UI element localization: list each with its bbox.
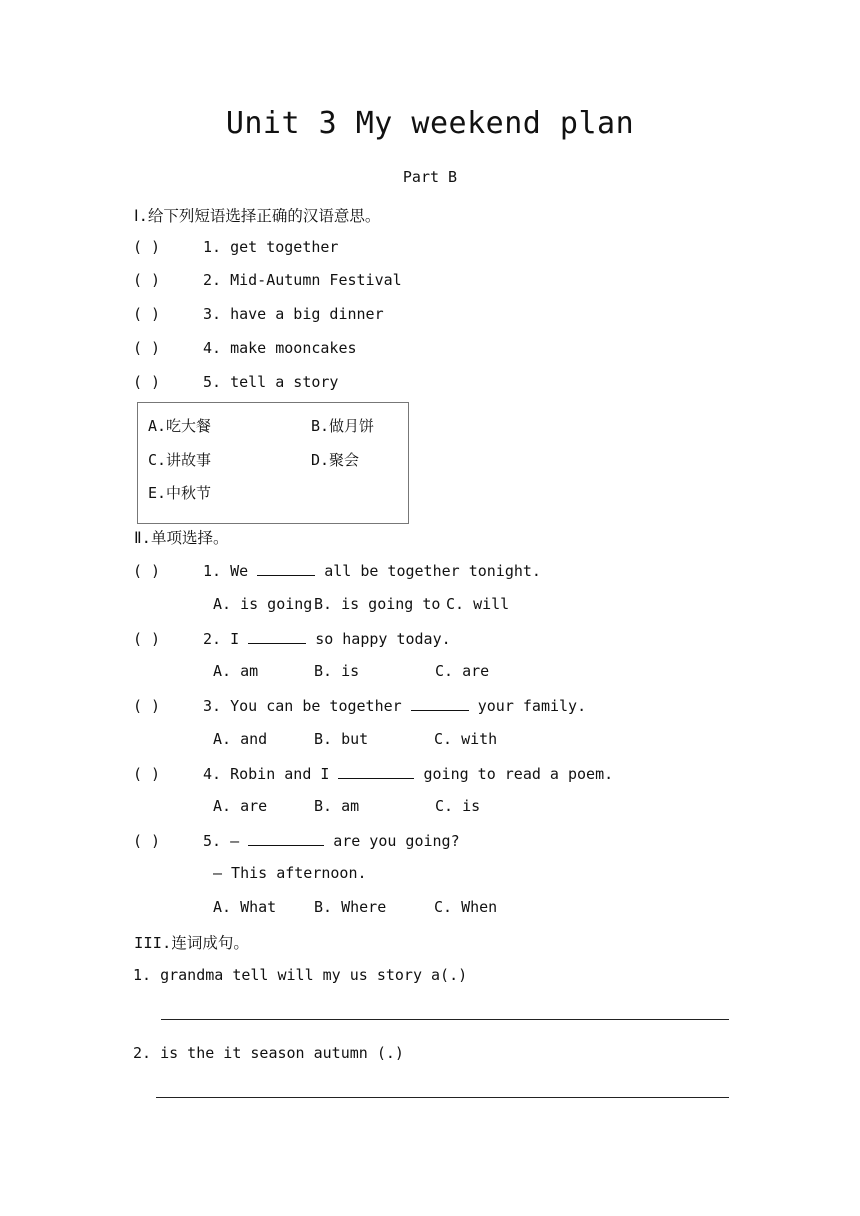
s2-question-3 xyxy=(133,696,586,715)
answer-paren[interactable]: ( ) xyxy=(133,765,161,783)
s1-item-1 xyxy=(133,238,338,256)
question-number: 2. xyxy=(203,630,222,648)
answer-line-1[interactable] xyxy=(161,1019,729,1020)
item-number: 3. xyxy=(203,305,222,323)
page-subtitle: Part B xyxy=(402,168,458,186)
item-text: get together xyxy=(230,238,339,256)
answer-line-2[interactable] xyxy=(156,1097,729,1098)
answer-paren[interactable]: ( ) xyxy=(133,832,161,850)
item-text: have a big dinner xyxy=(230,305,384,323)
s2-q5-reply: — This afternoon. xyxy=(213,864,367,882)
s2-question-1 xyxy=(133,561,541,580)
s2-q5-option-c: C. When xyxy=(434,898,498,916)
item-text: tell a story xyxy=(230,373,339,391)
question-text: You can be together xyxy=(230,697,402,715)
answer-paren[interactable]: ( ) xyxy=(133,630,161,648)
s1-item-2 xyxy=(133,271,402,289)
question-text: all be together tonight. xyxy=(324,562,541,580)
s2-q3-option-c: C. with xyxy=(434,730,498,748)
item-number: 1. xyxy=(203,238,222,256)
fill-blank[interactable] xyxy=(257,561,315,576)
section-3-heading: III.连词成句。 xyxy=(134,934,249,952)
section-2-heading: Ⅱ.单项选择。 xyxy=(134,529,229,547)
answer-paren[interactable]: ( ) xyxy=(133,373,161,391)
s2-q1-option-c: C. will xyxy=(446,595,510,613)
s3-question-2: 2. is the it season autumn (.) xyxy=(133,1044,404,1062)
question-number: 5. xyxy=(203,832,222,850)
s2-q4-option-a: A. are xyxy=(213,797,268,815)
question-text: We xyxy=(230,562,249,580)
s1-item-4 xyxy=(133,339,357,357)
s2-q4-option-c: C. is xyxy=(435,797,481,815)
s2-question-4 xyxy=(133,764,613,783)
s2-question-2 xyxy=(133,629,451,648)
question-text: going to read a poem. xyxy=(423,765,614,783)
answer-paren[interactable]: ( ) xyxy=(133,305,161,323)
fill-blank[interactable] xyxy=(248,831,324,846)
s2-q2-option-c: C. are xyxy=(435,662,490,680)
question-text: so happy today. xyxy=(315,630,451,648)
answer-paren[interactable]: ( ) xyxy=(133,238,161,256)
question-text: I xyxy=(230,630,240,648)
question-number: 4. xyxy=(203,765,222,783)
option-e: E.中秋节 xyxy=(148,484,212,502)
item-number: 2. xyxy=(203,271,222,289)
s2-q5-option-b: B. Where xyxy=(314,898,387,916)
s2-q1-option-b: B. is going to xyxy=(314,595,441,613)
s2-q1-option-a: A. is going xyxy=(213,595,313,613)
option-b: B.做月饼 xyxy=(311,417,375,435)
dialogue-dash: — xyxy=(230,832,240,850)
section-1-heading: Ⅰ.给下列短语选择正确的汉语意思。 xyxy=(134,207,381,225)
s2-question-5 xyxy=(133,831,460,850)
question-text: are you going? xyxy=(333,832,460,850)
s2-q2-option-a: A. am xyxy=(213,662,259,680)
s2-q2-option-b: B. is xyxy=(314,662,360,680)
item-text: Mid-Autumn Festival xyxy=(230,271,402,289)
s1-item-3 xyxy=(133,305,384,323)
s1-item-5 xyxy=(133,373,338,391)
answer-paren[interactable]: ( ) xyxy=(133,271,161,289)
item-number: 4. xyxy=(203,339,222,357)
s2-q4-option-b: B. am xyxy=(314,797,360,815)
question-text: Robin and I xyxy=(230,765,330,783)
answer-paren[interactable]: ( ) xyxy=(133,562,161,580)
question-number: 1. xyxy=(203,562,222,580)
s2-q5-option-a: A. What xyxy=(213,898,277,916)
s2-q3-option-b: B. but xyxy=(314,730,369,748)
item-number: 5. xyxy=(203,373,222,391)
option-a: A.吃大餐 xyxy=(148,417,212,435)
option-d: D.聚会 xyxy=(311,451,360,469)
item-text: make mooncakes xyxy=(230,339,357,357)
fill-blank[interactable] xyxy=(248,629,306,644)
s3-question-1: 1. grandma tell will my us story a(.) xyxy=(133,966,468,984)
option-c: C.讲故事 xyxy=(148,451,212,469)
page-title: Unit 3 My weekend plan xyxy=(225,106,635,141)
fill-blank[interactable] xyxy=(338,764,414,779)
fill-blank[interactable] xyxy=(411,696,469,711)
answer-paren[interactable]: ( ) xyxy=(133,339,161,357)
question-text: your family. xyxy=(477,697,587,715)
answer-paren[interactable]: ( ) xyxy=(133,697,161,715)
question-number: 3. xyxy=(203,697,222,715)
s2-q3-option-a: A. and xyxy=(213,730,268,748)
